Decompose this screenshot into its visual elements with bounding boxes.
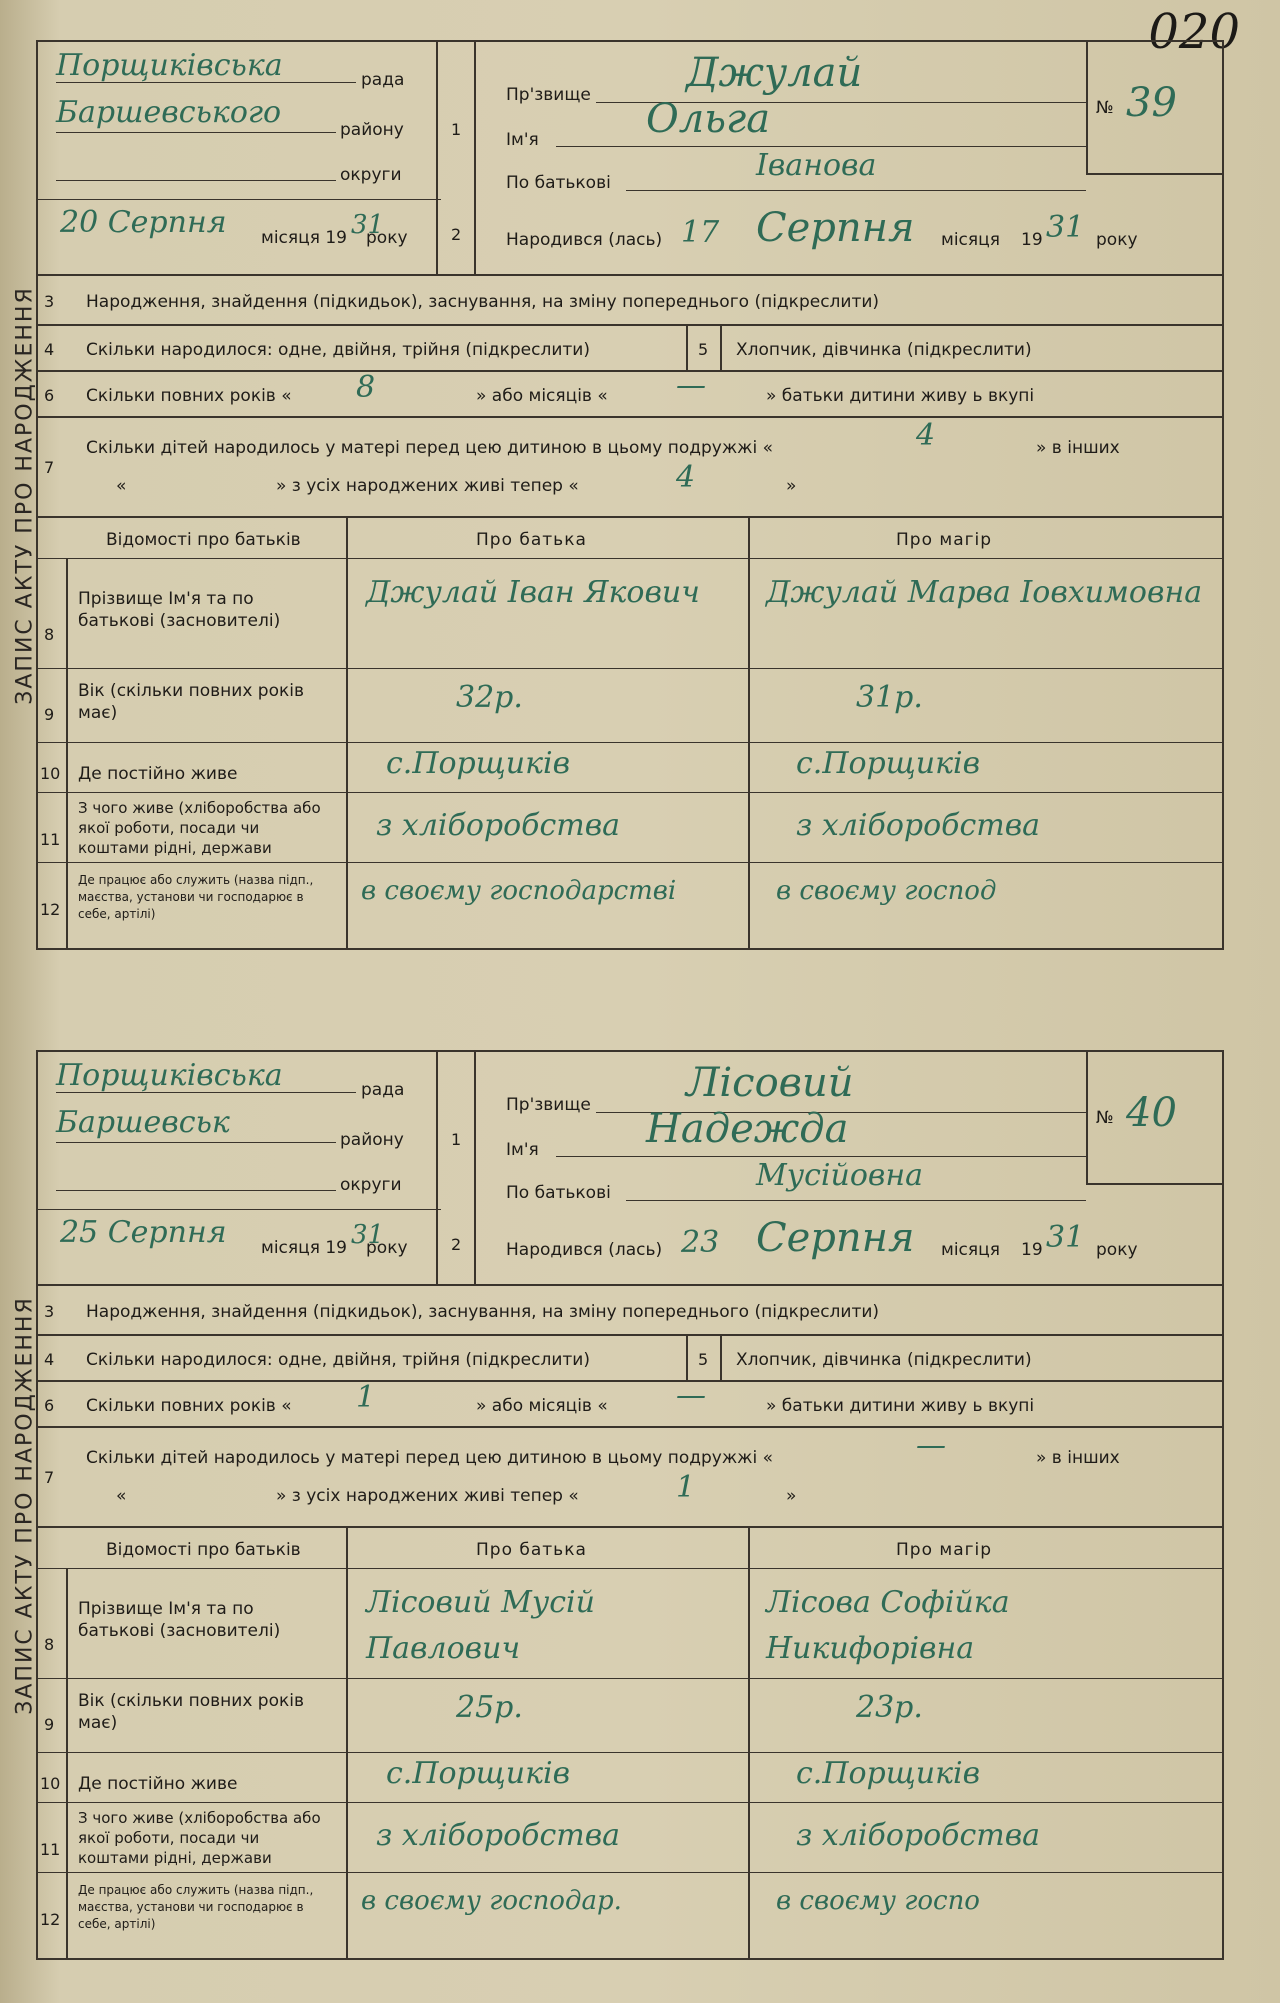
patronymic-label: По батькові: [506, 1183, 611, 1203]
birth-month-value: Серпня: [756, 1215, 915, 1261]
years-together-value: 1: [356, 1380, 376, 1415]
row10-label: Де постійно живе: [78, 1774, 238, 1794]
father-name-value: Джулай Іван Якович: [366, 575, 700, 610]
surname-value: Лісовий: [686, 1060, 854, 1106]
raion-label: району: [340, 120, 404, 140]
father-work-value: в своєму господарстві: [361, 876, 677, 906]
archive-stamp: 020: [1148, 4, 1240, 60]
raion-value: Баршевського: [56, 95, 282, 130]
father-lives-value: с.Порщиків: [386, 1756, 571, 1791]
side-title: ЗАПИС АКТУ ПРО НАРОДЖЕННЯ: [12, 1295, 38, 1715]
mother-lives-value: с.Порщиків: [796, 1756, 981, 1791]
mother-name-value: Джулай Марва Іовхимовна: [766, 575, 1203, 610]
name-value: Ольга: [646, 96, 771, 142]
year-prefix: 19: [1021, 1240, 1043, 1260]
okruha-label: округи: [340, 165, 402, 185]
row12-label: Де працює або служить (назва підп., маєства, установи чи господарює в себе, артілі): [78, 1883, 314, 1931]
reg-date-value: 20 Серпня: [60, 205, 227, 240]
mother-work-value: в своєму госпо: [776, 1886, 980, 1916]
row3-text: Народження, знайдення (підкидьок), заснування, на зміну попереднього (підкреслити): [86, 292, 880, 312]
number-value: 39: [1126, 80, 1177, 126]
father-header: Про батька: [476, 1540, 587, 1560]
raion-value: Баршевськ: [56, 1105, 230, 1140]
surname-label: Пр'звище: [506, 85, 591, 105]
row5-text: Хлопчик, дівчинка (підкреслити): [736, 340, 1032, 360]
father-age-value: 25р.: [456, 1690, 523, 1725]
row7-alive-label: » з усіх народжених живі тепер «: [276, 1486, 579, 1506]
mother-age-value: 31р.: [856, 680, 923, 715]
patronymic-label: По батькові: [506, 173, 611, 193]
patronymic-value: Мусійовна: [756, 1158, 924, 1193]
months-together-value: —: [676, 368, 706, 403]
patronymic-value: Іванова: [756, 148, 877, 183]
row6-months-label: » або місяців «: [476, 1396, 608, 1416]
row7-other: » в інших: [1036, 438, 1120, 458]
year-label: року: [1096, 230, 1138, 250]
row-num-1: 1: [451, 1130, 462, 1149]
born-label: Народився (лась): [506, 1240, 663, 1260]
father-header: Про батька: [476, 530, 587, 550]
raion-label: району: [340, 1130, 404, 1150]
rada-value: Порщиківська: [56, 1058, 283, 1093]
row7-other: » в інших: [1036, 1448, 1120, 1468]
father-work-value: в своєму господар.: [361, 1886, 622, 1916]
father-income-value: з хліборобства: [376, 808, 621, 843]
okruha-label: округи: [340, 1175, 402, 1195]
rada-label: рада: [361, 70, 405, 90]
children-alive-value: 1: [676, 1470, 696, 1505]
children-before-value: 4: [916, 418, 936, 453]
row6-tail: » батьки дитини живу ь вкупі: [766, 386, 1035, 406]
birth-record-form-2: ЗАПИС АКТУ ПРО НАРОДЖЕННЯ Порщиківська рада Баршевськ району округи 25 Серпня місяця 19 31 року 1 2 Пр'звище Лісовий Ім'я Надежда По батькові Мусійовна № 40 Народився (лась) 23 Серпня місяця 19 31 року 3 Народження, знайдення (підкидьок), заснування, на зміну попереднього (підкреслити) 4 Скільки народилося: одне, двійня, трійня (підкреслити) 5 Хлопчик, дівчинка (підкреслити) 6 Скільки повних років « 1 » або місяців « — » батьки дитини живу ь вкупі 7 Скільки дітей народилось у матері перед цею дитиною в цьому подружжі « — » в інших « » з усіх народжених живі тепер « 1 » Відомості про батьків Про батька Про магір 8 Прізвище Ім'я та по батькові (засновителі) Лісовий Мусій Павлович Лісова Софійка Никифорівна 9 Вік (скільки повних років має) 25р. 23р. 10 Де постійно живе с.Порщиків с.Порщиків 11 З чого живе (хліборобства або якої роботи, посади чи коштами рідні, держави з хліборобства з хліборобства 12 Де працює або служить (назва підп., маєства, установи чи господарює в себе, артілі) в своєму господар. в своєму госпо: [36, 1050, 1224, 1960]
row7-text: Скільки дітей народилось у матері перед цею дитиною в цьому подружжі «: [86, 1448, 773, 1468]
mother-work-value: в своєму господ: [776, 876, 997, 906]
row6-months-label: » або місяців «: [476, 386, 608, 406]
birth-year-value: 31: [1046, 210, 1085, 245]
row6-tail: » батьки дитини живу ь вкупі: [766, 1396, 1035, 1416]
reg-date-label: місяця 19: [261, 228, 347, 248]
birth-year-value: 31: [1046, 1220, 1085, 1255]
row9-label: Вік (скільки повних років має): [78, 681, 304, 723]
row12-label: Де працює або служить (назва підп., маєства, установи чи господарює в себе, артілі): [78, 873, 314, 921]
parents-header: Відомості про батьків: [106, 530, 301, 550]
children-before-value: —: [916, 1428, 946, 1463]
row-num-1: 1: [451, 120, 462, 139]
birth-month-value: Серпня: [756, 205, 915, 251]
row4-text: Скільки народилося: одне, двійня, трійня (підкреслити): [86, 340, 590, 360]
row7-text: Скільки дітей народилось у матері перед цею дитиною в цьому подружжі «: [86, 438, 773, 458]
rada-label: рада: [361, 1080, 405, 1100]
birth-record-form-1: ЗАПИС АКТУ ПРО НАРОДЖЕННЯ Порщиківська рада Баршевського району округи 20 Серпня місяця 19 31 року 1 2 Пр'звище Джулай Ім'я Ольга По батькові Іванова № 39 Народився (лась) 17 Серпня місяця 19 31 року 3 Народження, знайдення (підкидьок), заснування, на зміну попереднього (підкреслити) 4 Скільки народилося: одне, двійня, трійня (підкреслити) 5 Хлопчик, дівчинка (підкреслити) 6 Скільки повних років « 8 » або місяців « — » батьки дитини живу ь вкупі 7 Скільки дітей народилось у матері перед цею дитиною в цьому подружжі « 4 » в інших « » з усіх народжених живі тепер « 4 » Відомості про батьків Про батька Про магір 8 Прізвище Ім'я та по батькові (засновителі) Джулай Іван Якович Джулай Марва Іовхимовна 9 Вік (скільки повних років має) 32р. 31р. 10 Де постійно живе с.Порщиків с.Порщиків 11 З чого живе (хліборобства або якої роботи, посади чи коштами рідні, держави з хліборобства з хліборобства 12 Де працює або служить (назва підп., маєства, установи чи господарює в себе, артілі) в своєму господарстві в своєму господ: [36, 40, 1224, 950]
number-label: №: [1096, 98, 1114, 118]
months-together-value: —: [676, 1378, 706, 1413]
row5-text: Хлопчик, дівчинка (підкреслити): [736, 1350, 1032, 1370]
number-label: №: [1096, 1108, 1114, 1128]
row8-label: Прізвище Ім'я та по батькові (засновителі): [78, 589, 281, 631]
surname-label: Пр'звище: [506, 1095, 591, 1115]
row3-text: Народження, знайдення (підкидьок), заснування, на зміну попереднього (підкреслити): [86, 1302, 880, 1322]
mother-lives-value: с.Порщиків: [796, 746, 981, 781]
side-title: ЗАПИС АКТУ ПРО НАРОДЖЕННЯ: [12, 285, 38, 705]
reg-year-label: року: [366, 1238, 408, 1258]
reg-date-value: 25 Серпня: [60, 1215, 227, 1250]
mother-header: Про магір: [896, 530, 993, 550]
reg-date-label: місяця 19: [261, 1238, 347, 1258]
row8-label: Прізвище Ім'я та по батькові (засновителі): [78, 1599, 281, 1641]
mother-income-value: з хліборобства: [796, 1818, 1041, 1853]
surname-value: Джулай: [686, 50, 863, 96]
reg-year-value: 31: [351, 1220, 385, 1250]
reg-year-label: року: [366, 228, 408, 248]
mother-income-value: з хліборобства: [796, 808, 1041, 843]
row11-label: З чого живе (хліборобства або якої роботи, посади чи коштами рідні, держави: [78, 799, 321, 857]
father-name-value: Лісовий Мусій Павлович: [366, 1585, 595, 1666]
row-num-2: 2: [451, 1235, 462, 1254]
year-prefix: 19: [1021, 230, 1043, 250]
father-lives-value: с.Порщиків: [386, 746, 571, 781]
row6-years-label: Скільки повних років «: [86, 386, 292, 406]
name-label: Ім'я: [506, 1140, 539, 1160]
number-value: 40: [1126, 1090, 1177, 1136]
name-value: Надежда: [646, 1106, 849, 1152]
children-alive-value: 4: [676, 460, 696, 495]
month-label: місяця: [941, 1240, 1000, 1260]
rada-value: Порщиківська: [56, 48, 283, 83]
reg-year-value: 31: [351, 210, 385, 240]
birth-day-value: 17: [681, 215, 720, 250]
row7-alive-label: » з усіх народжених живі тепер «: [276, 476, 579, 496]
row-num-2: 2: [451, 225, 462, 244]
row9-label: Вік (скільки повних років має): [78, 1691, 304, 1733]
mother-header: Про магір: [896, 1540, 993, 1560]
row10-label: Де постійно живе: [78, 764, 238, 784]
row6-years-label: Скільки повних років «: [86, 1396, 292, 1416]
father-age-value: 32р.: [456, 680, 523, 715]
years-together-value: 8: [356, 370, 376, 405]
mother-age-value: 23р.: [856, 1690, 923, 1725]
parents-header: Відомості про батьків: [106, 1540, 301, 1560]
birth-day-value: 23: [681, 1225, 720, 1260]
row11-label: З чого живе (хліборобства або якої роботи, посади чи коштами рідні, держави: [78, 1809, 321, 1867]
mother-name-value: Лісова Софійка Никифорівна: [766, 1585, 1010, 1666]
father-income-value: з хліборобства: [376, 1818, 621, 1853]
year-label: року: [1096, 1240, 1138, 1260]
name-label: Ім'я: [506, 130, 539, 150]
month-label: місяця: [941, 230, 1000, 250]
born-label: Народився (лась): [506, 230, 663, 250]
row4-text: Скільки народилося: одне, двійня, трійня (підкреслити): [86, 1350, 590, 1370]
